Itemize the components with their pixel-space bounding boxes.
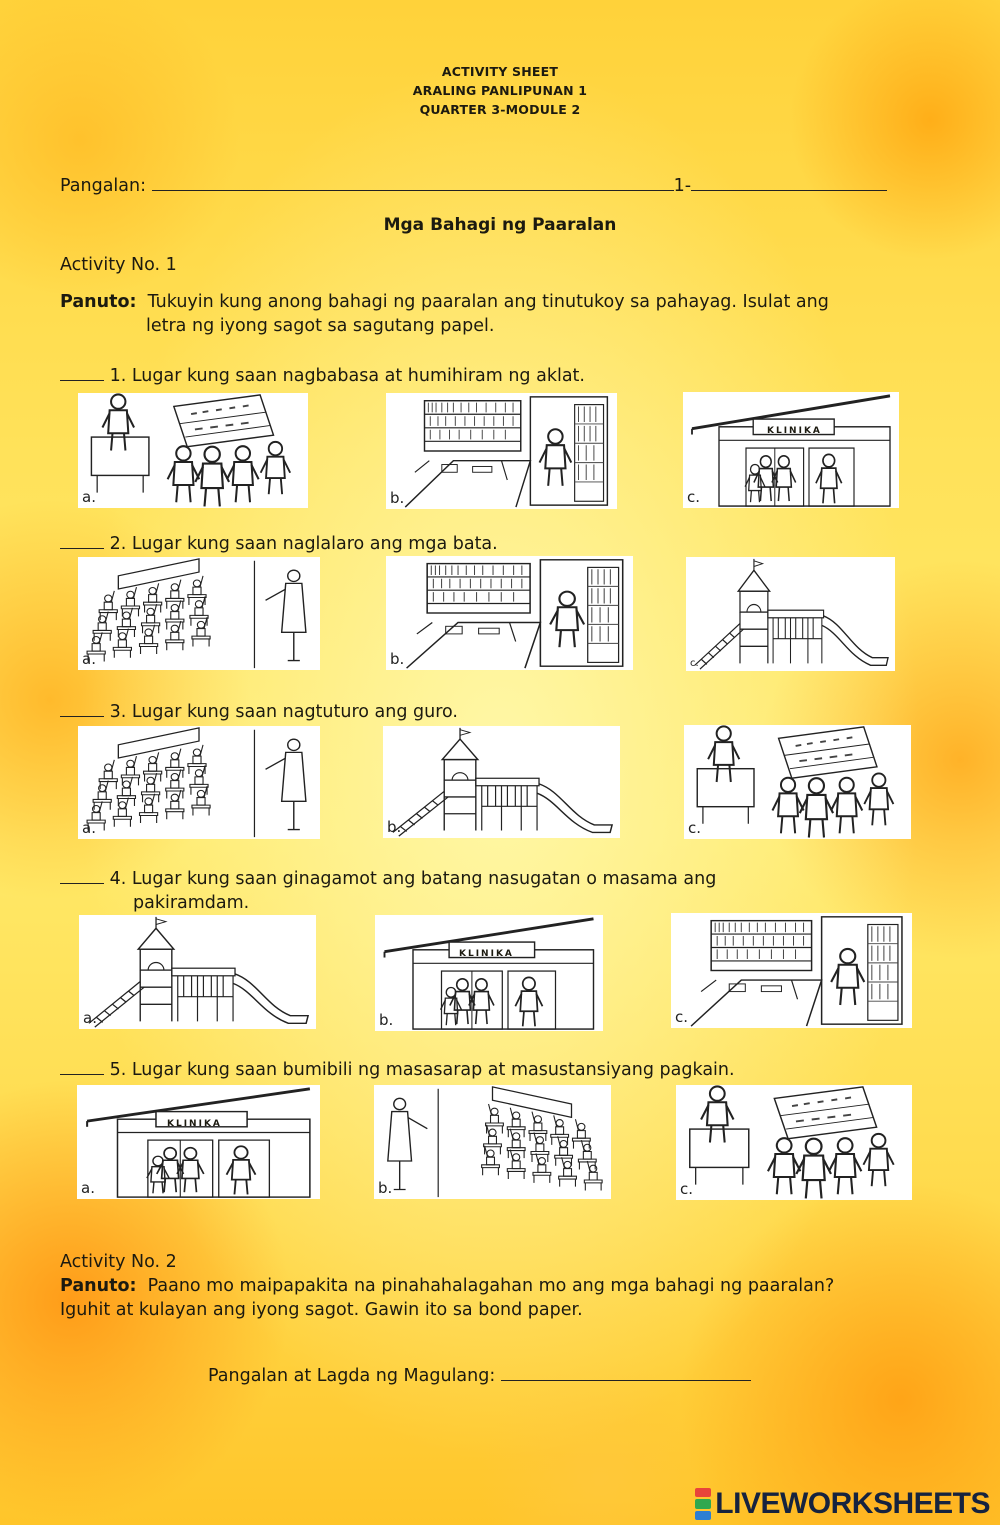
subject-heading: ARALING PANLIPUNAN 1 <box>412 83 588 98</box>
grade-section-prefix: 1- <box>673 176 692 196</box>
option-b-clinic-image[interactable] <box>375 915 603 1031</box>
question-text: 5. Lugar kung saan bumibili ng masasarap at masustansiyang pagkain. <box>109 1060 735 1080</box>
option-letter: a. <box>83 1009 97 1027</box>
option-b-library-image[interactable] <box>386 393 617 509</box>
option-a-playground-image[interactable] <box>79 915 316 1029</box>
option-letter: c. <box>688 819 702 837</box>
answer-blank[interactable] <box>60 869 104 884</box>
option-letter: b. <box>378 1179 393 1197</box>
option-letter: b. <box>379 1011 394 1029</box>
question-text: 4. Lugar kung saan ginagamot ang batang nasugatan o masama ang <box>109 869 717 889</box>
activity2-instruction <box>60 1276 834 1296</box>
question-text: 1. Lugar kung saan nagbabasa at humihiram ng aklat. <box>109 366 585 386</box>
instruction-label: Panuto: <box>60 292 137 312</box>
logo-text: LIVEWORKSHEETS <box>715 1487 990 1520</box>
name-row <box>60 176 887 196</box>
option-letter: b. <box>387 818 402 836</box>
sheet-type-heading: ACTIVITY SHEET <box>441 64 559 79</box>
activity2-heading: Activity No. 2 <box>60 1252 177 1272</box>
option-a-clinic-image[interactable] <box>77 1085 320 1199</box>
option-b-playground-image[interactable] <box>383 726 620 838</box>
option-c-library-image[interactable] <box>671 913 912 1028</box>
option-letter: b. <box>390 650 405 668</box>
question-2 <box>60 534 498 554</box>
option-c-canteen-image[interactable] <box>676 1085 912 1200</box>
name-blank[interactable] <box>152 176 674 191</box>
clinic-sign: KLINIKA <box>767 426 822 436</box>
logo-mark-icon <box>695 1487 711 1521</box>
answer-blank[interactable] <box>60 702 104 717</box>
option-letter: a. <box>82 819 96 837</box>
clinic-sign: KLINIKA <box>459 949 514 959</box>
answer-blank[interactable] <box>60 534 104 549</box>
page-title: Mga Bahagi ng Paaralan <box>383 215 617 235</box>
question-4-cont: pakiramdam. <box>133 893 250 913</box>
question-3 <box>60 702 458 722</box>
option-letter: c. <box>690 658 699 669</box>
question-text: 2. Lugar kung saan naglalaro ang mga bata. <box>109 534 498 554</box>
answer-blank[interactable] <box>60 366 104 381</box>
instruction-text: Paano mo maipapakita na pinahahalagahan mo ang mga bahagi ng paaralan? <box>147 1276 835 1296</box>
clinic-sign: KLINIKA <box>167 1119 222 1129</box>
option-letter: a. <box>81 1179 95 1197</box>
parent-signature-row <box>208 1366 751 1386</box>
question-4 <box>60 869 716 889</box>
option-letter: a. <box>82 488 96 506</box>
option-c-playground-image[interactable] <box>686 557 895 671</box>
option-letter: c. <box>675 1008 689 1026</box>
option-letter: a. <box>82 650 96 668</box>
section-blank[interactable] <box>691 176 887 191</box>
question-5 <box>60 1060 735 1080</box>
option-letter: c. <box>680 1180 694 1198</box>
signature-label: Pangalan at Lagda ng Magulang: <box>208 1366 496 1386</box>
instruction-text: Tukuyin kung anong bahagi ng paaralan ang tinutukoy sa pahayag. Isulat ang <box>147 292 829 312</box>
option-a-classroom-image[interactable] <box>78 726 320 839</box>
activity1-instruction <box>60 292 829 312</box>
liveworksheets-logo[interactable] <box>695 1487 990 1521</box>
name-label: Pangalan: <box>60 176 146 196</box>
question-text: 3. Lugar kung saan nagtuturo ang guro. <box>109 702 458 722</box>
activity2-instruction-cont: Iguhit at kulayan ang iyong sagot. Gawin ito sa bond paper. <box>60 1300 583 1320</box>
option-letter: b. <box>390 489 405 507</box>
option-letter: c. <box>687 488 701 506</box>
option-b-library-image[interactable] <box>386 556 633 670</box>
option-b-classroom-image[interactable] <box>374 1085 611 1199</box>
option-a-canteen-image[interactable] <box>78 393 308 508</box>
option-c-canteen-image[interactable] <box>684 725 911 839</box>
question-1 <box>60 366 585 386</box>
answer-blank[interactable] <box>60 1060 104 1075</box>
module-heading: QUARTER 3-MODULE 2 <box>419 102 581 117</box>
activity1-instruction-cont: letra ng iyong sagot sa sagutang papel. <box>146 316 495 336</box>
activity1-heading: Activity No. 1 <box>60 255 177 275</box>
option-c-clinic-image[interactable] <box>683 392 899 508</box>
signature-blank[interactable] <box>501 1366 751 1381</box>
option-a-classroom-image[interactable] <box>78 557 320 670</box>
instruction-label: Panuto: <box>60 1276 137 1296</box>
